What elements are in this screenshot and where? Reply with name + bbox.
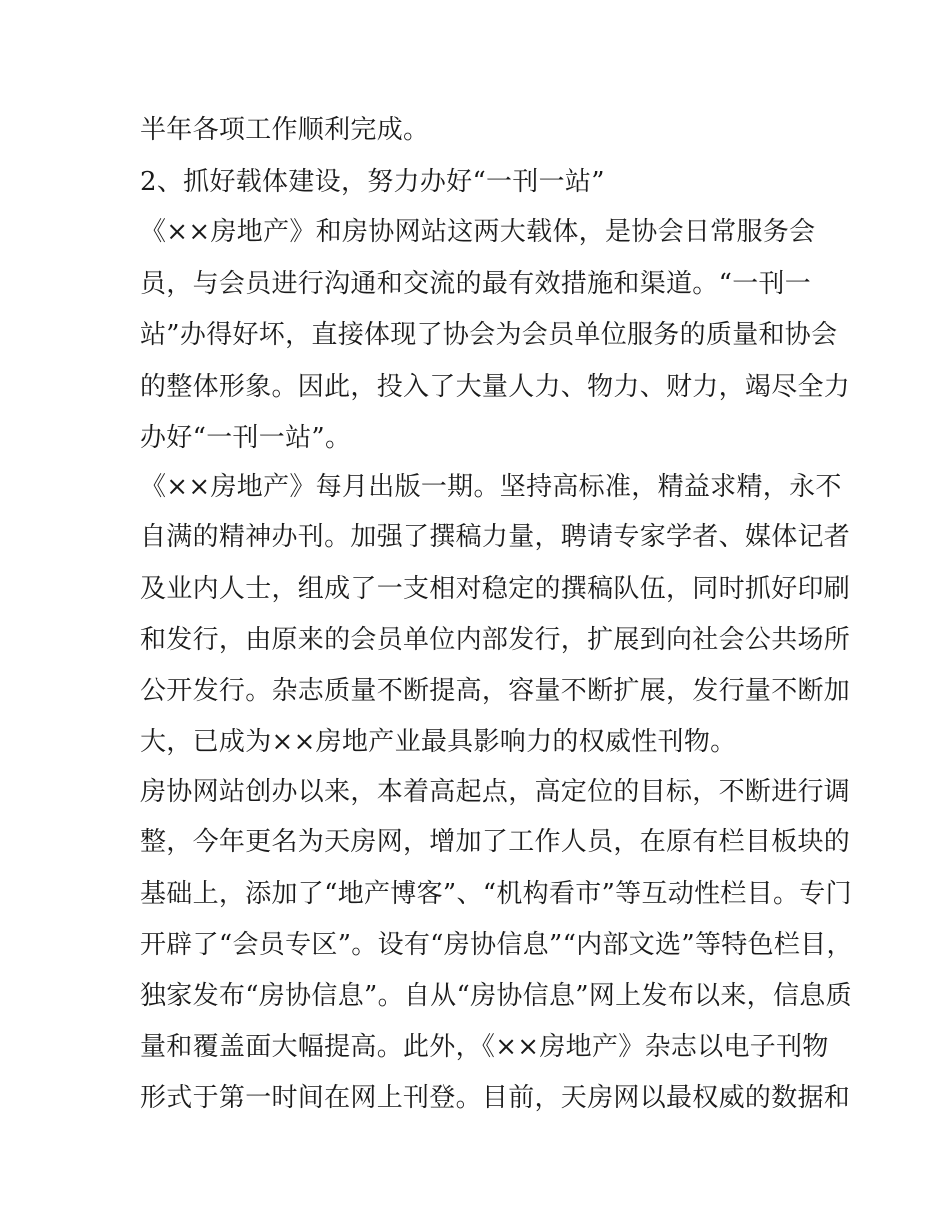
- text-line: 《××房地产》每月出版一期。坚持高标准，精益求精，永不: [140, 472, 842, 502]
- text-line: 的整体形象。因此，投入了大量人力、物力、财力，竭尽全力: [140, 372, 851, 402]
- text-line: 房协网站创办以来，本着高起点，高定位的目标，不断进行调: [140, 777, 851, 807]
- text-line: 站”办得好坏，直接体现了协会为会员单位服务的质量和协会: [140, 320, 838, 350]
- text-line: 量和覆盖面大幅提高。此外，《××房地产》杂志以电子刊物: [140, 1032, 829, 1062]
- text-line: 办好“一刊一站”。: [140, 423, 352, 453]
- text-line: 开辟了“会员专区”。设有“房协信息”“内部文选”等特色栏目，: [140, 930, 853, 960]
- text-line: 《××房地产》和房协网站这两大载体，是协会日常服务会: [140, 217, 816, 247]
- text-line: 员，与会员进行沟通和交流的最有效措施和渠道。“一刊一: [140, 269, 812, 299]
- text-line: 形式于第一时间在网上刊登。目前，天房网以最权威的数据和: [140, 1083, 851, 1113]
- text-line: 公开发行。杂志质量不断提高，容量不断扩展，发行量不断加: [140, 676, 851, 706]
- text-line: 大，已成为××房地产业最具影响力的权威性刊物。: [140, 727, 737, 757]
- section-heading: 2、抓好载体建设，努力办好“一刊一站”: [140, 167, 605, 197]
- text-line: 及业内人士，组成了一支相对稳定的撰稿队伍，同时抓好印刷: [140, 574, 851, 604]
- text-line: 半年各项工作顺利完成。: [140, 115, 430, 145]
- text-line: 基础上，添加了“地产博客”、“机构看市”等互动性栏目。专门: [140, 879, 852, 909]
- text-line: 和发行，由原来的会员单位内部发行，扩展到向社会公共场所: [140, 625, 851, 655]
- text-line: 独家发布“房协信息”。自从“房协信息”网上发布以来，信息质: [140, 981, 852, 1011]
- text-line: 自满的精神办刊。加强了撰稿力量，聘请专家学者、媒体记者: [140, 522, 851, 552]
- text-line: 整，今年更名为天房网，增加了工作人员，在原有栏目板块的: [140, 827, 851, 857]
